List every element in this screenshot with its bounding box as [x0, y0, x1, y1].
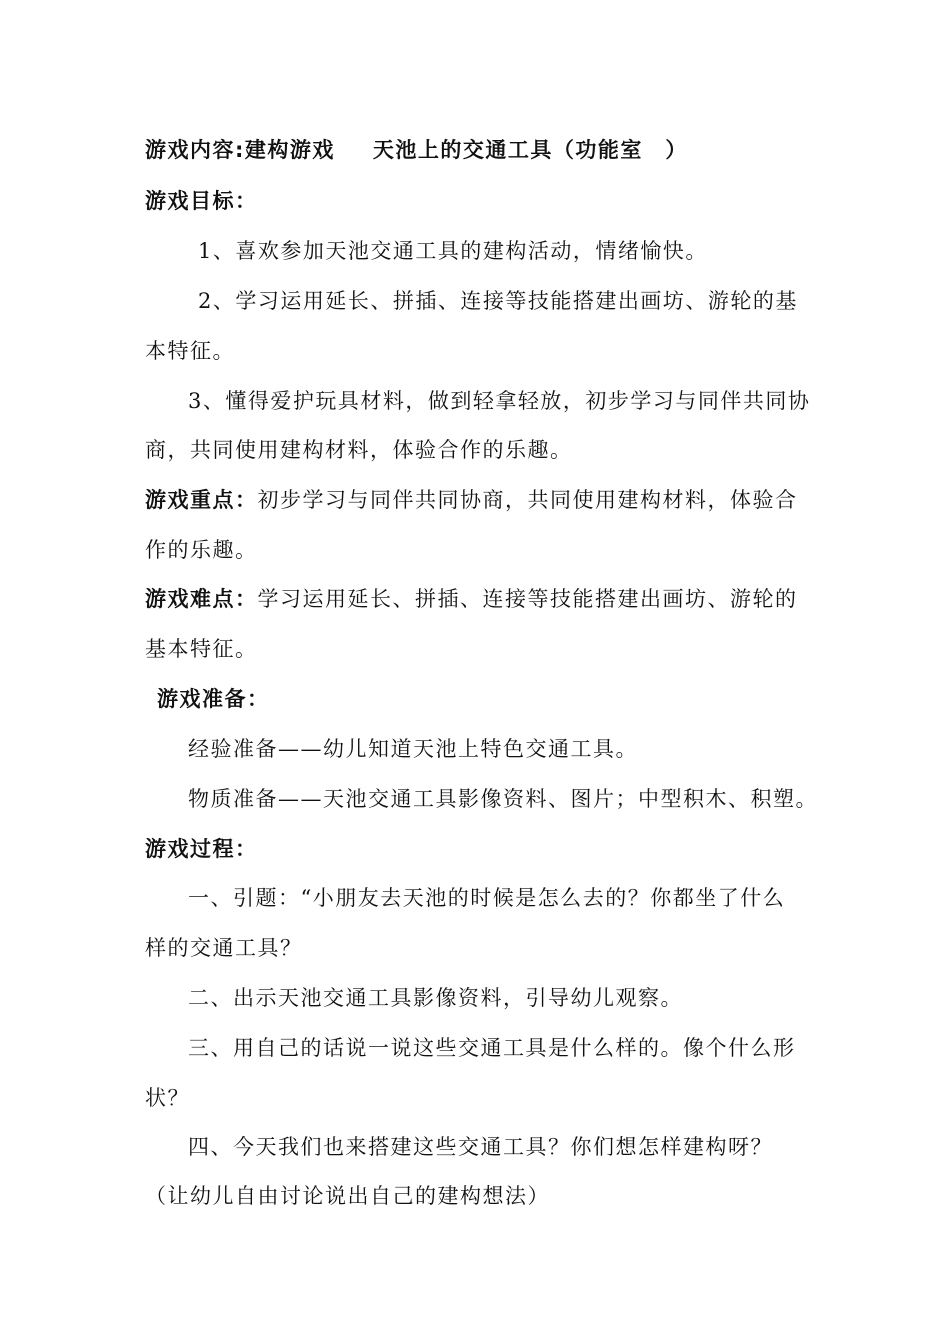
preparation-material: 物质准备——天池交通工具影像资料、图片；中型积木、积塑。	[188, 787, 818, 811]
key-point-text-1: 初步学习与同伴共同协商，共同使用建构材料，体验合	[257, 488, 798, 512]
difficulty-line-1	[145, 584, 798, 614]
process-step-3-line-2: 状？	[145, 1086, 190, 1110]
goals-heading: 游戏目标：	[145, 189, 258, 213]
process-step-4-line-1: 四、今天我们也来搭建这些交通工具？你们想怎样建构呀？	[188, 1135, 773, 1159]
key-point-line-1	[145, 485, 798, 515]
goal-item-3-line-2: 商，共同使用建构材料，体验合作的乐趣。	[145, 438, 573, 462]
process-step-4-line-2: （让幼儿自由讨论说出自己的建构想法）	[145, 1184, 550, 1208]
title-label: 游戏内容:建构游戏	[145, 138, 335, 162]
preparation-heading: 游戏准备：	[157, 687, 270, 711]
process-step-3-line-1: 三、用自己的话说一说这些交通工具是什么样的。像个什么形	[188, 1036, 796, 1060]
process-step-2: 二、出示天池交通工具影像资料，引导幼儿观察。	[188, 986, 683, 1010]
key-point-heading: 游戏重点：	[145, 488, 258, 512]
difficulty-line-2: 基本特征。	[145, 637, 258, 661]
difficulty-text-1: 学习运用延长、拼插、连接等技能搭建出画坊、游轮的	[257, 587, 798, 611]
preparation-experience: 经验准备——幼儿知道天池上特色交通工具。	[188, 737, 638, 761]
goal-item-2-line-2: 本特征。	[145, 339, 235, 363]
goal-item-2-line-1: 2、学习运用延长、拼插、连接等技能搭建出画坊、游轮的基	[198, 289, 798, 313]
key-point-line-2: 作的乐趣。	[145, 538, 258, 562]
process-step-1-line-1: 一、引题：“小朋友去天池的时候是怎么去的？你都坐了什么	[188, 886, 786, 910]
title-line	[145, 135, 688, 165]
difficulty-heading: 游戏难点：	[145, 587, 258, 611]
goal-item-1: 1、喜欢参加天池交通工具的建构活动，情绪愉快。	[198, 239, 708, 263]
title-text: 天池上的交通工具（功能室 ）	[372, 138, 688, 162]
process-step-1-line-2: 样的交通工具？	[145, 936, 303, 960]
process-heading: 游戏过程：	[145, 837, 258, 861]
goal-item-3-line-1: 3、懂得爱护玩具材料，做到轻拿轻放，初步学习与同伴共同协	[188, 389, 811, 413]
